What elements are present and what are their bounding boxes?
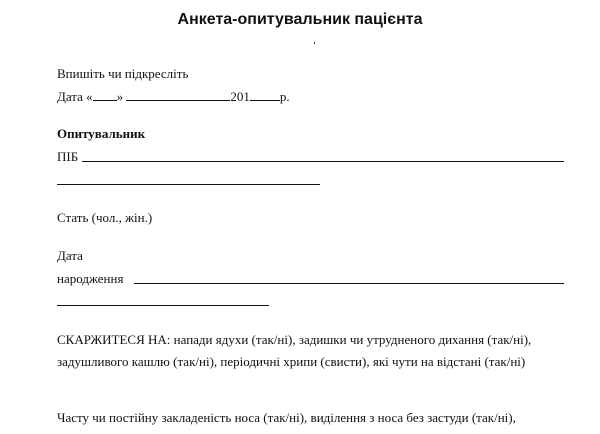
- date-month-field[interactable]: [126, 89, 230, 101]
- sex-label: Стать (чол., жін.): [57, 210, 153, 225]
- complaints-paragraph-2: Часту чи постійну закладеність носа (так/ні), виділення з носа без застуди (так/ні),: [57, 410, 516, 425]
- birth-field-line1[interactable]: [134, 283, 564, 284]
- name-field-line1[interactable]: [82, 161, 564, 162]
- birth-label-line1: Дата: [57, 248, 83, 263]
- birth-label-line2: народження: [57, 271, 124, 286]
- name-label: ПІБ: [57, 149, 79, 164]
- stray-dot: [314, 42, 315, 44]
- complaints-paragraph-1: СКАРЖИТЕСЯ НА: напади ядухи (так/ні), задишки чи утрудненого дихання (так/ні), задушливого кашлю (так/ні), періодичні хрипи (свисти), які чути на відстані (так/ні): [57, 332, 532, 369]
- document-title: Анкета-опитувальник пацієнта: [177, 11, 423, 28]
- date-year-field[interactable]: [250, 89, 280, 101]
- date-year-suffix: р.: [279, 89, 290, 104]
- instruction-text: Впишіть чи підкресліть: [57, 66, 189, 81]
- date-year-prefix: 201: [230, 89, 250, 104]
- respondent-heading: Опитувальник: [57, 126, 146, 141]
- date-row: [57, 89, 290, 105]
- birth-field-line2[interactable]: [57, 305, 269, 306]
- date-quote-close: »: [116, 89, 124, 104]
- date-label: Дата «: [57, 89, 93, 104]
- date-day-field[interactable]: [93, 89, 117, 101]
- name-field-line2[interactable]: [57, 184, 320, 185]
